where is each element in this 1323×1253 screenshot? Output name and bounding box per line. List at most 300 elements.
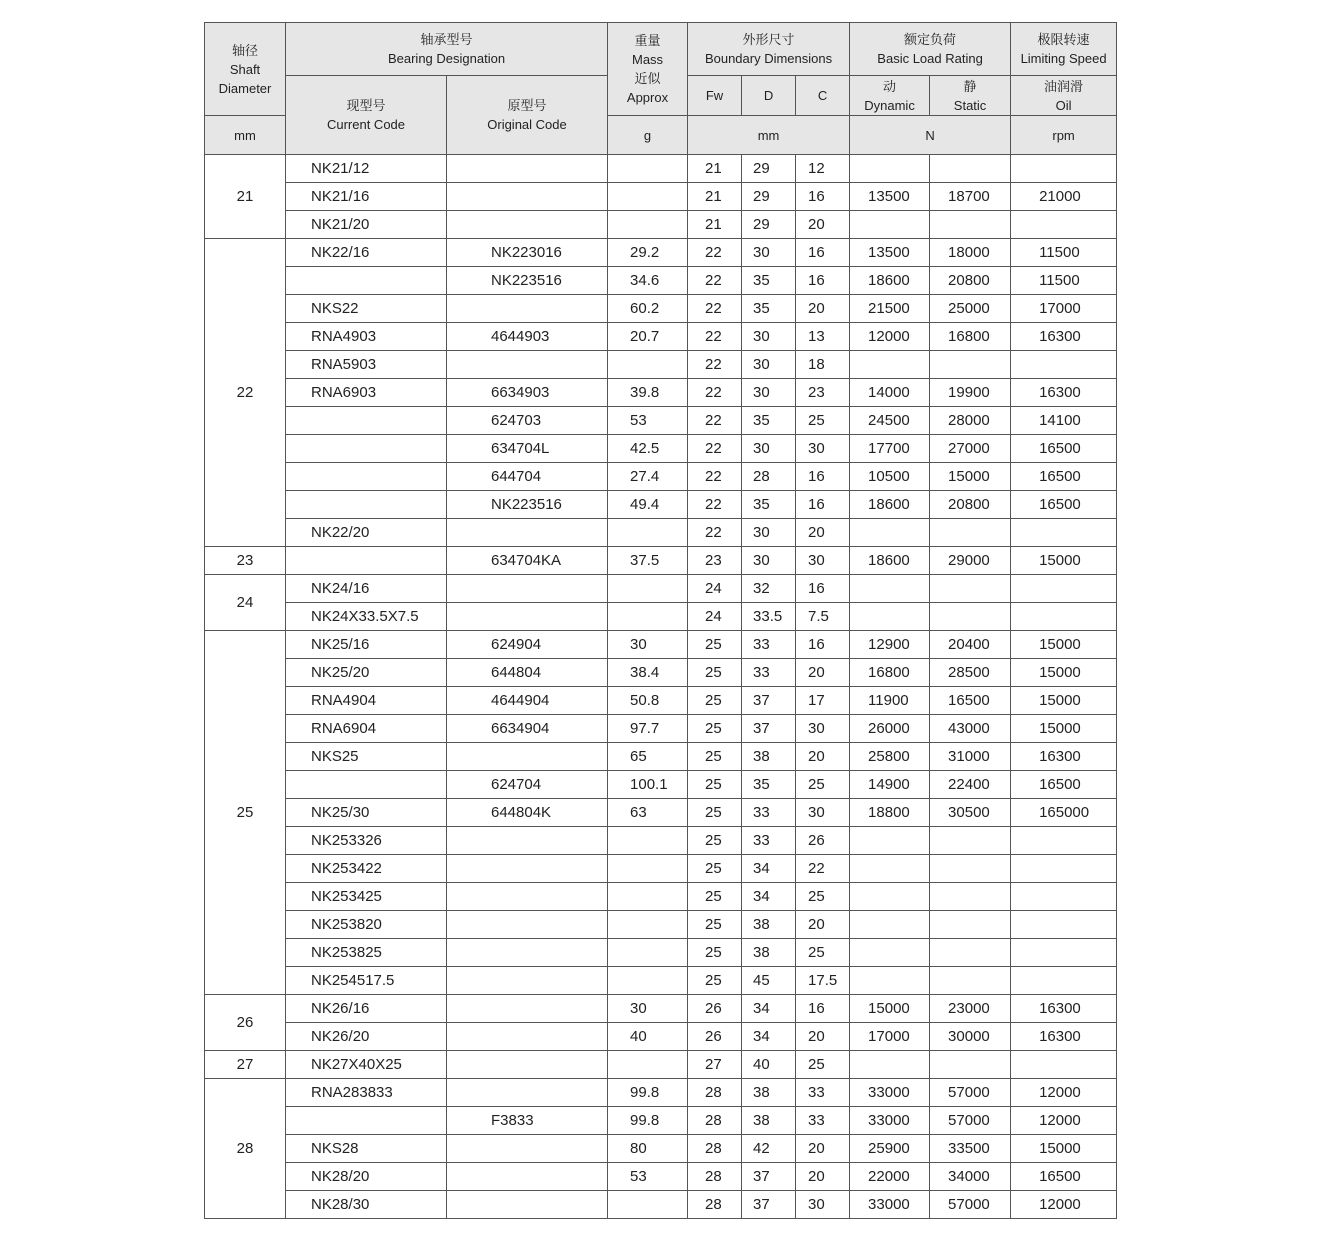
bearing-spec-table: [204, 22, 1117, 1219]
oil-speed-cell: 11500: [1011, 267, 1117, 295]
d-cell: 33: [742, 827, 796, 855]
mass-cell: [608, 883, 688, 911]
table-row: [205, 995, 1117, 1023]
d-cell: 45: [742, 967, 796, 995]
static-load-cell: 23000: [930, 995, 1011, 1023]
original-code-cell: [447, 995, 608, 1023]
d-cell: 38: [742, 939, 796, 967]
current-code-cell: NK28/30: [286, 1191, 447, 1219]
table-header: [205, 23, 1117, 155]
original-code-cell: [447, 295, 608, 323]
c-cell: 22: [796, 855, 850, 883]
dynamic-load-cell: 22000: [850, 1163, 930, 1191]
d-cell: 30: [742, 351, 796, 379]
oil-speed-cell: [1011, 155, 1117, 183]
dynamic-load-cell: 18600: [850, 267, 930, 295]
mass-cell: [608, 1051, 688, 1079]
mass-cell: 97.7: [608, 715, 688, 743]
current-code-cell: NK22/16: [286, 239, 447, 267]
original-code-cell: 644704: [447, 463, 608, 491]
d-cell: 30: [742, 379, 796, 407]
mass-cell: [608, 939, 688, 967]
table-row: [205, 155, 1117, 183]
oil-speed-cell: 16500: [1011, 491, 1117, 519]
dynamic-load-cell: 24500: [850, 407, 930, 435]
c-cell: 20: [796, 211, 850, 239]
mass-cell: 99.8: [608, 1107, 688, 1135]
oil-speed-cell: [1011, 827, 1117, 855]
original-code-cell: 644804K: [447, 799, 608, 827]
fw-cell: 23: [688, 547, 742, 575]
mass-cell: 27.4: [608, 463, 688, 491]
oil-speed-cell: 16300: [1011, 323, 1117, 351]
table-row: [205, 575, 1117, 603]
fw-cell: 21: [688, 183, 742, 211]
current-code-cell: [286, 1107, 447, 1135]
c-cell: 30: [796, 1191, 850, 1219]
fw-cell: 21: [688, 211, 742, 239]
table-row: [205, 211, 1117, 239]
static-load-cell: 57000: [930, 1191, 1011, 1219]
table-row: [205, 1023, 1117, 1051]
oil-speed-cell: 12000: [1011, 1107, 1117, 1135]
c-cell: 25: [796, 407, 850, 435]
fw-header: Fw: [688, 76, 742, 116]
current-code-cell: NK26/16: [286, 995, 447, 1023]
current-code-cell: [286, 547, 447, 575]
original-code-cell: [447, 1191, 608, 1219]
mass-cell: [608, 183, 688, 211]
current-code-cell: [286, 491, 447, 519]
original-code-cell: [447, 967, 608, 995]
current-code-cell: NK21/16: [286, 183, 447, 211]
d-cell: 30: [742, 239, 796, 267]
static-load-cell: [930, 827, 1011, 855]
table-row: [205, 435, 1117, 463]
fw-cell: 25: [688, 883, 742, 911]
mass-cell: 53: [608, 407, 688, 435]
mass-header: 重量 Mass 近似 Approx: [608, 23, 688, 116]
mass-cell: 60.2: [608, 295, 688, 323]
fw-cell: 24: [688, 575, 742, 603]
dynamic-header: 动 Dynamic: [850, 76, 930, 116]
d-cell: 30: [742, 435, 796, 463]
mass-cell: 99.8: [608, 1079, 688, 1107]
d-cell: 33: [742, 659, 796, 687]
c-cell: 12: [796, 155, 850, 183]
static-load-cell: [930, 575, 1011, 603]
table-row: [205, 1191, 1117, 1219]
c-cell: 30: [796, 799, 850, 827]
shaft-header: 轴径 Shaft Diameter: [205, 23, 286, 116]
speed-header: 极限转速 Limiting Speed: [1011, 23, 1117, 76]
table-row: [205, 855, 1117, 883]
dynamic-load-cell: 17000: [850, 1023, 930, 1051]
mass-cell: 38.4: [608, 659, 688, 687]
static-load-cell: 29000: [930, 547, 1011, 575]
current-code-cell: [286, 771, 447, 799]
mass-cell: [608, 827, 688, 855]
dynamic-load-cell: 10500: [850, 463, 930, 491]
d-header: D: [742, 76, 796, 116]
current-code-cell: NK24/16: [286, 575, 447, 603]
current-code-cell: NK21/12: [286, 155, 447, 183]
static-load-cell: [930, 155, 1011, 183]
c-cell: 33: [796, 1079, 850, 1107]
current-code-cell: RNA4904: [286, 687, 447, 715]
fw-cell: 28: [688, 1163, 742, 1191]
static-load-cell: [930, 603, 1011, 631]
current-code-cell: NKS25: [286, 743, 447, 771]
original-code-header: 原型号 Original Code: [447, 76, 608, 155]
d-cell: 37: [742, 687, 796, 715]
original-code-cell: NK223016: [447, 239, 608, 267]
dynamic-load-cell: 14000: [850, 379, 930, 407]
dynamic-load-cell: 33000: [850, 1079, 930, 1107]
static-load-cell: 18000: [930, 239, 1011, 267]
oil-header: 油润滑 Oil: [1011, 76, 1117, 116]
dynamic-load-cell: [850, 939, 930, 967]
original-code-cell: [447, 155, 608, 183]
static-load-cell: 28000: [930, 407, 1011, 435]
fw-cell: 25: [688, 659, 742, 687]
current-code-cell: NK21/20: [286, 211, 447, 239]
current-code-cell: NK28/20: [286, 1163, 447, 1191]
c-cell: 7.5: [796, 603, 850, 631]
oil-speed-cell: 15000: [1011, 659, 1117, 687]
speed-unit: rpm: [1011, 116, 1117, 155]
load-rating-header: 额定负荷 Basic Load Rating: [850, 23, 1011, 76]
original-code-cell: [447, 743, 608, 771]
table-row: [205, 519, 1117, 547]
dynamic-load-cell: 17700: [850, 435, 930, 463]
oil-speed-cell: 15000: [1011, 547, 1117, 575]
c-cell: 25: [796, 939, 850, 967]
d-cell: 35: [742, 295, 796, 323]
c-cell: 25: [796, 1051, 850, 1079]
c-cell: 23: [796, 379, 850, 407]
fw-cell: 25: [688, 911, 742, 939]
oil-speed-cell: 15000: [1011, 687, 1117, 715]
original-code-cell: [447, 575, 608, 603]
table-row: [205, 603, 1117, 631]
oil-speed-cell: [1011, 939, 1117, 967]
table-row: [205, 967, 1117, 995]
c-cell: 26: [796, 827, 850, 855]
d-cell: 33: [742, 631, 796, 659]
d-cell: 37: [742, 715, 796, 743]
fw-cell: 26: [688, 995, 742, 1023]
table-row: [205, 1163, 1117, 1191]
current-code-cell: RNA5903: [286, 351, 447, 379]
oil-speed-cell: [1011, 603, 1117, 631]
current-code-header: 现型号 Current Code: [286, 76, 447, 155]
mass-cell: 53: [608, 1163, 688, 1191]
c-cell: 16: [796, 267, 850, 295]
original-code-cell: [447, 1079, 608, 1107]
d-cell: 30: [742, 547, 796, 575]
static-load-cell: 57000: [930, 1079, 1011, 1107]
dynamic-load-cell: 13500: [850, 183, 930, 211]
static-load-cell: 43000: [930, 715, 1011, 743]
current-code-cell: NK25/16: [286, 631, 447, 659]
oil-speed-cell: 11500: [1011, 239, 1117, 267]
oil-speed-cell: [1011, 519, 1117, 547]
current-code-cell: NK22/20: [286, 519, 447, 547]
dynamic-load-cell: 13500: [850, 239, 930, 267]
c-cell: 20: [796, 1135, 850, 1163]
dynamic-load-cell: 21500: [850, 295, 930, 323]
dynamic-load-cell: [850, 855, 930, 883]
shaft-diameter-cell: 24: [205, 575, 286, 631]
static-load-cell: 20800: [930, 267, 1011, 295]
oil-speed-cell: 15000: [1011, 715, 1117, 743]
shaft-diameter-cell: 25: [205, 631, 286, 995]
current-code-cell: NKS28: [286, 1135, 447, 1163]
d-cell: 29: [742, 183, 796, 211]
original-code-cell: [447, 1135, 608, 1163]
fw-cell: 26: [688, 1023, 742, 1051]
dynamic-load-cell: 11900: [850, 687, 930, 715]
c-cell: 20: [796, 295, 850, 323]
load-unit: N: [850, 116, 1011, 155]
oil-speed-cell: 15000: [1011, 1135, 1117, 1163]
fw-cell: 25: [688, 715, 742, 743]
c-cell: 16: [796, 239, 850, 267]
table-row: [205, 1135, 1117, 1163]
static-load-cell: 22400: [930, 771, 1011, 799]
c-cell: 16: [796, 183, 850, 211]
oil-speed-cell: [1011, 883, 1117, 911]
original-code-cell: [447, 1163, 608, 1191]
static-header: 静 Static: [930, 76, 1011, 116]
table-row: [205, 239, 1117, 267]
original-code-cell: 6634904: [447, 715, 608, 743]
original-code-cell: 6634903: [447, 379, 608, 407]
original-code-cell: [447, 211, 608, 239]
mass-cell: 65: [608, 743, 688, 771]
d-cell: 38: [742, 743, 796, 771]
c-cell: 30: [796, 547, 850, 575]
fw-cell: 25: [688, 827, 742, 855]
oil-speed-cell: [1011, 1051, 1117, 1079]
dynamic-load-cell: [850, 155, 930, 183]
static-load-cell: 18700: [930, 183, 1011, 211]
current-code-cell: NK25/20: [286, 659, 447, 687]
fw-cell: 25: [688, 967, 742, 995]
mass-cell: 80: [608, 1135, 688, 1163]
table-row: [205, 323, 1117, 351]
fw-cell: 22: [688, 379, 742, 407]
shaft-diameter-cell: 27: [205, 1051, 286, 1079]
oil-speed-cell: 16500: [1011, 435, 1117, 463]
c-cell: 16: [796, 995, 850, 1023]
d-cell: 32: [742, 575, 796, 603]
original-code-cell: [447, 911, 608, 939]
static-load-cell: 20800: [930, 491, 1011, 519]
dimensions-header: 外形尺寸 Boundary Dimensions: [688, 23, 850, 76]
oil-speed-cell: 17000: [1011, 295, 1117, 323]
oil-speed-cell: [1011, 575, 1117, 603]
dynamic-load-cell: [850, 519, 930, 547]
table-row: [205, 379, 1117, 407]
current-code-cell: NKS22: [286, 295, 447, 323]
oil-speed-cell: 16500: [1011, 771, 1117, 799]
c-cell: 33: [796, 1107, 850, 1135]
d-cell: 37: [742, 1163, 796, 1191]
original-code-cell: NK223516: [447, 491, 608, 519]
oil-speed-cell: [1011, 351, 1117, 379]
table-row: [205, 687, 1117, 715]
current-code-cell: RNA4903: [286, 323, 447, 351]
dynamic-load-cell: 26000: [850, 715, 930, 743]
d-cell: 29: [742, 211, 796, 239]
c-cell: 30: [796, 435, 850, 463]
dynamic-load-cell: [850, 883, 930, 911]
original-code-cell: 4644904: [447, 687, 608, 715]
c-cell: 20: [796, 743, 850, 771]
dynamic-load-cell: 16800: [850, 659, 930, 687]
dynamic-load-cell: 12000: [850, 323, 930, 351]
fw-cell: 22: [688, 267, 742, 295]
mass-cell: 39.8: [608, 379, 688, 407]
fw-cell: 25: [688, 631, 742, 659]
oil-speed-cell: 16300: [1011, 743, 1117, 771]
static-load-cell: 15000: [930, 463, 1011, 491]
original-code-cell: [447, 351, 608, 379]
static-load-cell: 34000: [930, 1163, 1011, 1191]
table-row: [205, 547, 1117, 575]
c-cell: 20: [796, 519, 850, 547]
d-cell: 34: [742, 1023, 796, 1051]
static-load-cell: 30000: [930, 1023, 1011, 1051]
original-code-cell: 624703: [447, 407, 608, 435]
original-code-cell: [447, 939, 608, 967]
current-code-cell: [286, 407, 447, 435]
original-code-cell: [447, 519, 608, 547]
dynamic-load-cell: [850, 211, 930, 239]
oil-speed-cell: 15000: [1011, 631, 1117, 659]
fw-cell: 28: [688, 1107, 742, 1135]
current-code-cell: NK24X33.5X7.5: [286, 603, 447, 631]
oil-speed-cell: [1011, 967, 1117, 995]
mass-cell: [608, 911, 688, 939]
oil-speed-cell: 16500: [1011, 463, 1117, 491]
static-load-cell: [930, 855, 1011, 883]
original-code-cell: 624704: [447, 771, 608, 799]
fw-cell: 24: [688, 603, 742, 631]
shaft-diameter-cell: 28: [205, 1079, 286, 1219]
mass-cell: [608, 519, 688, 547]
d-cell: 38: [742, 1079, 796, 1107]
oil-speed-cell: 16300: [1011, 995, 1117, 1023]
d-cell: 34: [742, 855, 796, 883]
d-cell: 35: [742, 267, 796, 295]
fw-cell: 25: [688, 855, 742, 883]
oil-speed-cell: 21000: [1011, 183, 1117, 211]
c-cell: 25: [796, 883, 850, 911]
original-code-cell: [447, 1023, 608, 1051]
c-cell: 13: [796, 323, 850, 351]
static-load-cell: 20400: [930, 631, 1011, 659]
table-row: [205, 659, 1117, 687]
current-code-cell: NK27X40X25: [286, 1051, 447, 1079]
current-code-cell: NK253425: [286, 883, 447, 911]
mass-cell: 20.7: [608, 323, 688, 351]
oil-speed-cell: [1011, 855, 1117, 883]
dynamic-load-cell: 33000: [850, 1191, 930, 1219]
d-cell: 38: [742, 911, 796, 939]
table-body: [205, 155, 1117, 1219]
shaft-unit: mm: [205, 116, 286, 155]
original-code-cell: 644804: [447, 659, 608, 687]
d-cell: 30: [742, 519, 796, 547]
original-code-cell: 624904: [447, 631, 608, 659]
oil-speed-cell: 165000: [1011, 799, 1117, 827]
mass-cell: [608, 155, 688, 183]
static-load-cell: 16500: [930, 687, 1011, 715]
dynamic-load-cell: 15000: [850, 995, 930, 1023]
table-row: [205, 799, 1117, 827]
current-code-cell: NK253326: [286, 827, 447, 855]
table-row: [205, 827, 1117, 855]
fw-cell: 22: [688, 519, 742, 547]
original-code-cell: [447, 827, 608, 855]
d-cell: 37: [742, 1191, 796, 1219]
table-row: [205, 183, 1117, 211]
current-code-cell: RNA6903: [286, 379, 447, 407]
mass-cell: 30: [608, 631, 688, 659]
dynamic-load-cell: [850, 1051, 930, 1079]
static-load-cell: [930, 883, 1011, 911]
static-load-cell: [930, 939, 1011, 967]
table-row: [205, 1051, 1117, 1079]
static-load-cell: [930, 211, 1011, 239]
fw-cell: 22: [688, 295, 742, 323]
c-header: C: [796, 76, 850, 116]
dynamic-load-cell: 18800: [850, 799, 930, 827]
fw-cell: 22: [688, 239, 742, 267]
fw-cell: 25: [688, 771, 742, 799]
dims-unit: mm: [688, 116, 850, 155]
static-load-cell: 19900: [930, 379, 1011, 407]
c-cell: 18: [796, 351, 850, 379]
c-cell: 20: [796, 1163, 850, 1191]
dynamic-load-cell: 18600: [850, 491, 930, 519]
table-row: [205, 911, 1117, 939]
dynamic-load-cell: 33000: [850, 1107, 930, 1135]
mass-cell: [608, 967, 688, 995]
dynamic-load-cell: [850, 827, 930, 855]
fw-cell: 28: [688, 1135, 742, 1163]
fw-cell: 22: [688, 463, 742, 491]
table-row: [205, 351, 1117, 379]
fw-cell: 25: [688, 743, 742, 771]
static-load-cell: 16800: [930, 323, 1011, 351]
fw-cell: 22: [688, 491, 742, 519]
dynamic-load-cell: 12900: [850, 631, 930, 659]
fw-cell: 21: [688, 155, 742, 183]
dynamic-load-cell: [850, 603, 930, 631]
table-row: [205, 883, 1117, 911]
oil-speed-cell: 14100: [1011, 407, 1117, 435]
mass-cell: 100.1: [608, 771, 688, 799]
static-load-cell: [930, 519, 1011, 547]
table-row: [205, 631, 1117, 659]
fw-cell: 22: [688, 351, 742, 379]
static-load-cell: 25000: [930, 295, 1011, 323]
d-cell: 29: [742, 155, 796, 183]
